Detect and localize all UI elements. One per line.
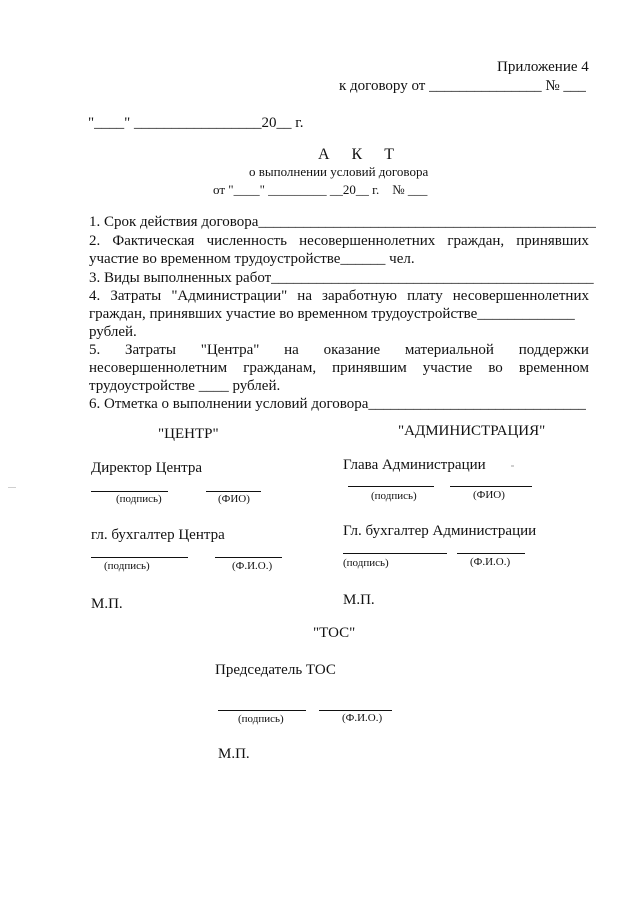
- administration-head-label: Глава Администрации: [343, 457, 486, 473]
- scan-artifact: [8, 487, 16, 488]
- act-date-number: от "____" _________ __20__ г. № ___: [213, 182, 428, 197]
- item-4-word: Затраты: [110, 288, 162, 304]
- administration-head-signature-caption: (подпись): [371, 490, 417, 502]
- item-5-line-3: трудоустройстве ____ рублей.: [89, 378, 281, 394]
- item-2-word: численность: [206, 233, 287, 249]
- tos-chairman-label: Председатель ТОС: [215, 662, 336, 678]
- scan-artifact: [511, 465, 514, 467]
- appendix-label: Приложение 4: [497, 59, 589, 75]
- item-5-word: Затраты: [125, 342, 176, 358]
- tos-stamp-place: М.П.: [218, 746, 250, 762]
- item-5-word: 5.: [89, 342, 101, 358]
- item-2-word: несовершеннолетних: [299, 233, 436, 249]
- item-4-word: несовершеннолетних: [452, 288, 589, 304]
- item-1-contract-term: 1. Срок действия договора_____________________________________________: [89, 214, 596, 230]
- item-4-line-1: [89, 289, 589, 304]
- item-5-word: участие: [422, 360, 473, 376]
- item-4-word: на: [297, 288, 312, 304]
- document-subtitle: о выполнении условий договора: [249, 164, 429, 179]
- item-2-line-2: участие во временном трудоустройстве______ чел.: [89, 251, 415, 267]
- tos-chairman-signature-line: [218, 710, 306, 711]
- item-5-line-2: [89, 361, 589, 376]
- administration-head-name-caption: (ФИО): [473, 489, 505, 501]
- center-director-signature-line: [91, 491, 168, 492]
- item-2-word: Фактическая: [112, 233, 195, 249]
- item-5-word: "Центра": [200, 342, 260, 358]
- document-title: А К Т: [318, 146, 403, 163]
- tos-chairman-name-caption: (Ф.И.О.): [342, 712, 383, 724]
- center-accountant-name-caption: (Ф.И.О.): [232, 560, 273, 572]
- center-heading: "ЦЕНТР": [158, 426, 219, 442]
- center-accountant-label: гл. бухгалтер Центра: [91, 527, 225, 543]
- contract-reference: к договору от _______________ № ___: [339, 78, 586, 94]
- item-5-word: несовершеннолетним: [89, 360, 228, 376]
- center-stamp-place: М.П.: [91, 596, 123, 612]
- item-5-word: гражданам,: [243, 360, 317, 376]
- center-accountant-signature-line: [91, 557, 188, 558]
- center-director-name-line: [206, 491, 261, 492]
- item-4-word: "Администрации": [171, 288, 288, 304]
- item-2-word: 2.: [89, 233, 101, 249]
- tos-chairman-name-line: [319, 710, 392, 711]
- administration-accountant-name-caption: (Ф.И.О.): [470, 556, 511, 568]
- item-2-word: граждан,: [447, 233, 505, 249]
- item-5-word: оказание: [323, 342, 381, 358]
- administration-accountant-signature-caption: (подпись): [343, 557, 389, 569]
- administration-accountant-signature-line: [343, 553, 447, 554]
- tos-heading: "ТОС": [313, 625, 356, 641]
- item-4-word: 4.: [89, 288, 101, 304]
- item-5-word: временном: [518, 360, 589, 376]
- item-5-word: принявшим: [332, 360, 407, 376]
- item-2-line-1: [89, 234, 589, 249]
- item-5-word: на: [284, 342, 299, 358]
- item-4-line-2: граждан, принявших участие во временном трудоустройстве_____________: [89, 306, 575, 322]
- item-4-line-3: рублей.: [89, 324, 137, 340]
- administration-accountant-name-line: [457, 553, 525, 554]
- tos-chairman-signature-caption: (подпись): [238, 713, 284, 725]
- administration-stamp-place: М.П.: [343, 592, 375, 608]
- item-3-work-types: 3. Виды выполненных работ___________________________________________: [89, 270, 594, 286]
- item-5-word: поддержки: [518, 342, 589, 358]
- document-date-line: "____" _________________20__ г.: [88, 115, 304, 131]
- item-6-completion-mark: 6. Отметка о выполнении условий договора_____________________________: [89, 396, 586, 412]
- item-4-word: плату: [407, 288, 443, 304]
- center-director-name-caption: (ФИО): [218, 493, 250, 505]
- item-5-line-1: [89, 343, 589, 358]
- item-2-word: принявших: [516, 233, 589, 249]
- center-accountant-signature-caption: (подпись): [104, 560, 150, 572]
- item-4-word: заработную: [322, 288, 398, 304]
- administration-head-signature-line: [348, 486, 434, 487]
- administration-heading: "АДМИНИСТРАЦИЯ": [398, 423, 546, 439]
- administration-head-name-line: [450, 486, 532, 487]
- center-director-label: Директор Центра: [91, 460, 203, 476]
- item-5-word: во: [488, 360, 503, 376]
- center-director-signature-caption: (подпись): [116, 493, 162, 505]
- item-5-word: материальной: [404, 342, 494, 358]
- center-accountant-name-line: [215, 557, 282, 558]
- administration-accountant-label: Гл. бухгалтер Администрации: [343, 523, 537, 539]
